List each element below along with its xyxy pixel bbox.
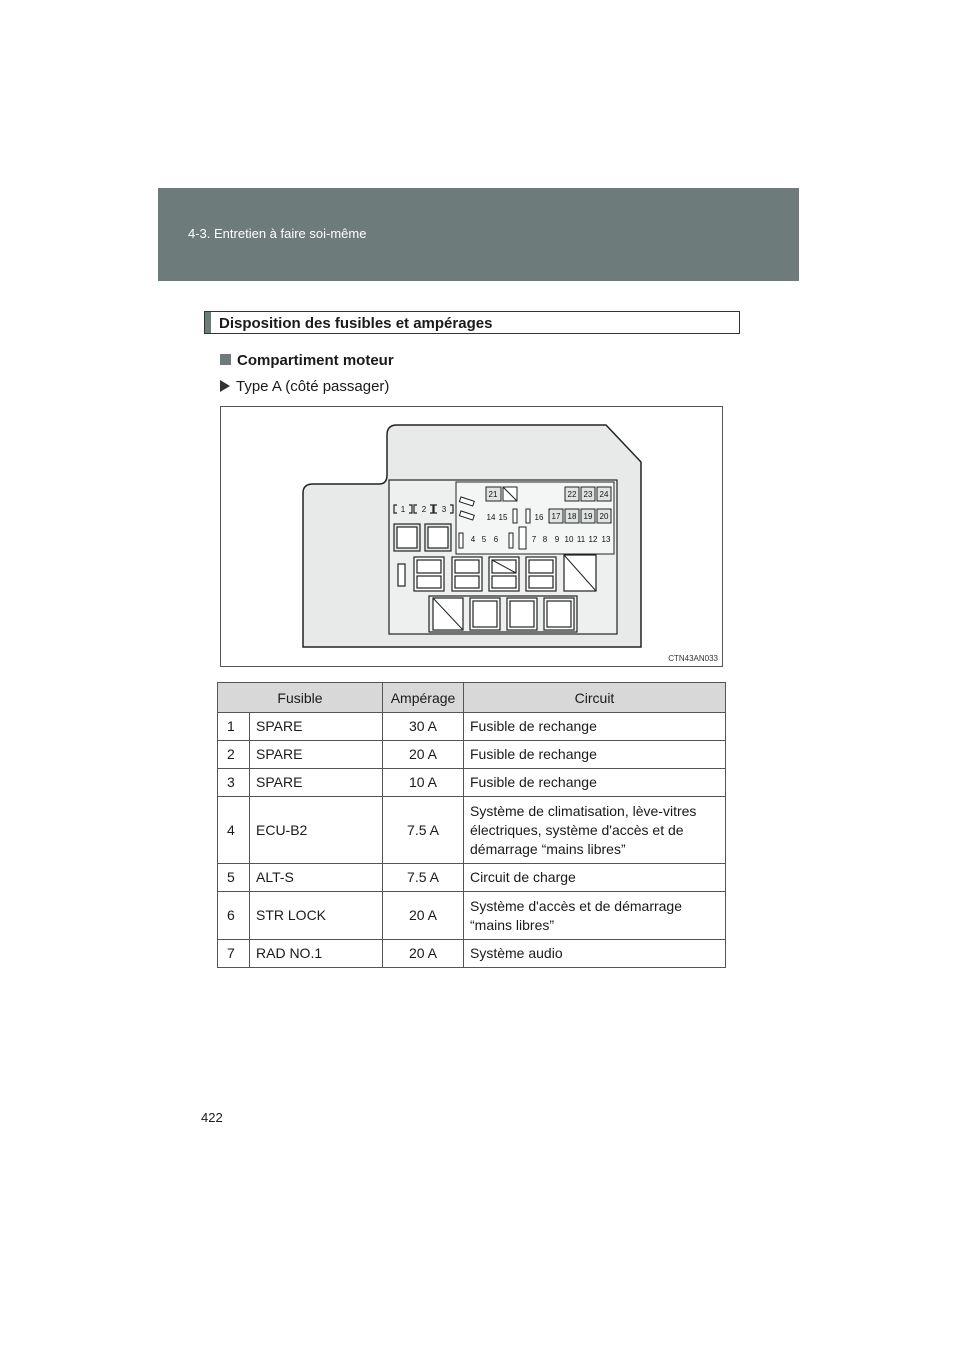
fuse-label-24: 24 [599,490,609,499]
fuse-label-21: 21 [488,490,498,499]
header-circuit: Circuit [464,683,726,713]
table-row [218,713,726,741]
fuse-amperage: 20 A [383,741,464,769]
fuse-name: STR LOCK [250,892,383,940]
fuse-name: ALT-S [250,864,383,892]
table-row [218,797,726,864]
fuse-label-20: 20 [599,512,609,521]
type-label: Type A (côté passager) [236,378,390,395]
square-bullet-icon [220,354,231,365]
fuse-amperage: 10 A [383,769,464,797]
fuse-name: ECU-B2 [250,797,383,864]
fuse-label-19: 19 [583,512,593,521]
slot-small-left [398,564,405,586]
table-header-row [218,683,726,713]
fuse-circuit: Fusible de rechange [464,741,726,769]
fuse-label-14: 14 [486,513,496,522]
fuse-circuit: Système de climatisation, lève-vitres électriques, système d'accès et de démarrage “mains libres” [464,797,726,864]
fuse-circuit: Système audio [464,940,726,968]
relay-socket-1-inner [397,527,417,548]
fuse-label-17: 17 [551,512,561,521]
row-number: 3 [218,769,250,797]
chapter-header [158,188,799,281]
fuse-circuit: Fusible de rechange [464,713,726,741]
fuse-label-2: 2 [421,505,427,514]
type-line [220,378,389,395]
section-title-bar [205,312,211,333]
triangle-bullet-icon [220,380,230,392]
fuse-amperage: 7.5 A [383,864,464,892]
fuse-label-16: 16 [534,513,544,522]
mini-slot-d [526,509,530,523]
fuse-amperage: 20 A [383,940,464,968]
relay-b-bot [455,576,479,588]
relay-d-bot [529,576,553,588]
relay-i-inner [547,601,571,627]
chapter-title: 4-3. Entretien à faire soi-même [188,226,367,241]
fuse-label-6: 6 [493,535,499,544]
fuse-label-18: 18 [567,512,577,521]
row-number: 5 [218,864,250,892]
relay-h-inner [510,601,534,627]
mini-slot-f [509,533,513,548]
fuse-box-diagram [220,406,723,667]
table-row [218,741,726,769]
fuse-circuit: Fusible de rechange [464,769,726,797]
fuse-circuit: Circuit de charge [464,864,726,892]
mini-slot-e [459,533,463,548]
fuse-label-23: 23 [583,490,593,499]
header-fuse: Fusible [218,683,383,713]
page-number: 422 [201,1110,223,1125]
fuse-name: SPARE [250,769,383,797]
fuse-amperage: 20 A [383,892,464,940]
fuse-name: RAD NO.1 [250,940,383,968]
fuse-amperage: 7.5 A [383,797,464,864]
fuse-label-9: 9 [554,535,560,544]
fuse-box-svg [221,407,724,668]
row-number: 4 [218,797,250,864]
row-number: 7 [218,940,250,968]
fuse-label-5: 5 [481,535,487,544]
fuse-label-13: 13 [601,535,611,544]
relay-a-top [417,560,441,573]
header-amperage: Ampérage [383,683,464,713]
row-number: 6 [218,892,250,940]
fuse-label-12: 12 [588,535,598,544]
table-row [218,864,726,892]
fuse-label-8: 8 [542,535,548,544]
fuse-label-3: 3 [441,505,447,514]
fuse-label-7: 7 [531,535,537,544]
subheading [220,352,394,369]
mini-slot-g [519,527,526,549]
table-row [218,940,726,968]
fuse-label-4: 4 [470,535,476,544]
fuse-name: SPARE [250,713,383,741]
figure-code: CTN43AN033 [668,654,718,663]
fuse-table [217,682,726,968]
relay-socket-2-inner [428,527,448,548]
relay-c-bot [492,576,516,588]
row-number: 1 [218,713,250,741]
fuse-amperage: 30 A [383,713,464,741]
relay-g-inner [473,601,497,627]
relay-a-bot [417,576,441,588]
section-title-box [204,311,740,334]
fuse-label-10: 10 [564,535,574,544]
fuse-label-1: 1 [400,505,406,514]
fuse-name: SPARE [250,741,383,769]
fuse-label-15: 15 [498,513,508,522]
fuse-label-11: 11 [576,535,586,544]
mini-slot-c [513,509,517,523]
table-row [218,892,726,940]
relay-d-top [529,560,553,573]
section-title: Disposition des fusibles et ampérages [219,315,493,332]
relay-b-top [455,560,479,573]
row-number: 2 [218,741,250,769]
fuse-circuit: Système d'accès et de démarrage “mains libres” [464,892,726,940]
subheading-text: Compartiment moteur [237,352,394,369]
fuse-label-22: 22 [567,490,577,499]
table-row [218,769,726,797]
